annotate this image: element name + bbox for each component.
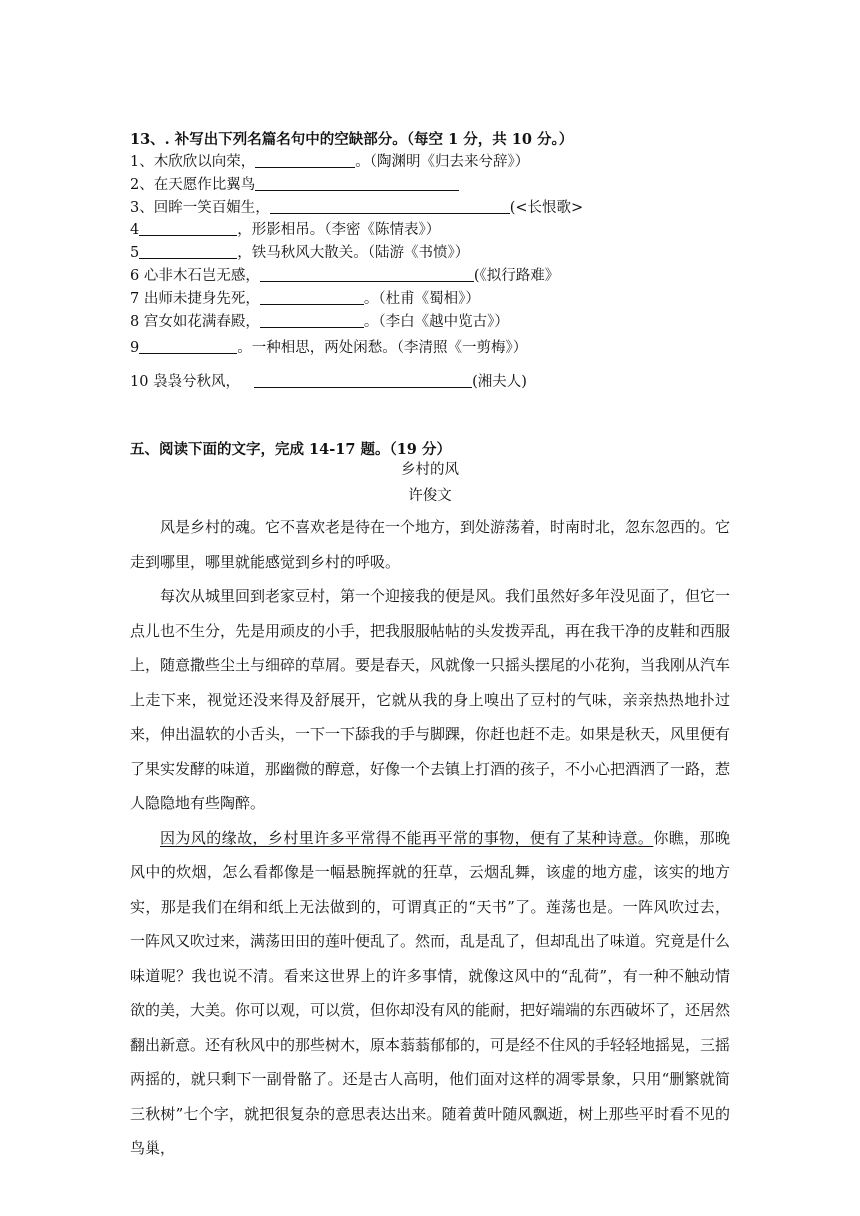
article-body [130,510,730,1166]
answer-blank[interactable] [260,313,364,328]
fill-item-source: (<长恨歌> [509,200,584,216]
fill-item-text: 7 出师未捷身先死， [130,291,260,307]
question-13-title: 13、. 补写出下列名篇名句中的空缺部分。（每空 1 分，共 10 分。） [130,131,574,148]
answer-blank[interactable] [270,199,510,214]
fill-item-source: 。一种相思，两处闲愁。（李清照《一剪梅》） [237,340,528,356]
fill-item-3 [130,199,583,217]
answer-blank[interactable] [254,373,472,388]
fill-item-10 [130,373,527,391]
answer-blank[interactable] [139,221,237,236]
fill-item-text: 5 [130,245,140,261]
fill-item-6 [130,267,559,285]
answer-blank[interactable] [260,290,364,305]
fill-item-source: (湘夫人) [472,374,527,390]
fill-item-8 [130,313,509,331]
fill-item-text: 10 袅袅兮秋风， [130,374,241,390]
fill-item-text: 4 [130,222,140,238]
paragraph-text: 你瞧，那晚风中的炊烟，怎么看都像是一幅悬腕挥就的狂草，云烟乱舞，该虚的地方虚，该实的地方实，那是我们在绢和纸上无法做到的，可谓真正的“天书”了。莲荡也是。一阵风吹过去，一阵风又吹过来，满荡田田的莲叶便乱了。然而，乱是乱了，但却乱出了味道。究竟是什么味道呢？我也说不清。看来这世界上的许多事情，就像这风中的“乱荷”，有一种不触动情欲的美，大美。你可以观，可以赏，但你却没有风的能耐，把好端端的东西破坏了，还居然翻出新意。还有秋风中的那些树木，原本蓊蓊郁郁的，可是经不住风的手轻轻地摇晃，三摇两摇的，就只剩下一副骨骼了。还是古人高明，他们面对这样的凋零景象，只用“删繁就简三秋树”七个字，就把很复杂的意思表达出来。随着黄叶随风飘逝，树上那些平时看不见的鸟巢， [130,828,731,1157]
fill-item-source: 。（李白《越中览古》） [363,314,509,330]
paragraph [130,821,730,1166]
answer-blank[interactable] [139,244,237,259]
fill-item-text: 3、回眸一笑百媚生， [130,200,270,216]
answer-blank[interactable] [255,176,459,191]
answer-blank[interactable] [260,267,474,282]
fill-item-text: 1、木欣欣以向荣， [130,154,256,170]
fill-item-5 [130,244,469,262]
answer-blank[interactable] [255,153,355,168]
article-title: 乡村的风 [401,462,459,478]
fill-item-source: 。（陶渊明《归去来兮辞》） [355,154,530,170]
paragraph: 每次从城里回到老家豆村，第一个迎接我的便是风。我们虽然好多年没见面了，但它一点儿也不生分，先是用顽皮的小手，把我服服帖帖的头发拨弄乱，再在我干净的皮鞋和西服上，随意撒些尘土与细碎的草屑。要是春天，风就像一只摇头摆尾的小花狗，当我刚从汽车上走下来，视觉还没来得及舒展开，它就从我的身上嗅出了豆村的气味，亲亲热热地扑过来，伸出温软的小舌头，一下一下舔我的手与脚踝，你赶也赶不走。如果是秋天，风里便有了果实发酵的味道，那幽微的醇意，好像一个去镇上打酒的孩子，不小心把酒洒了一路，惹人隐隐地有些陶醉。 [130,587,731,812]
fill-item-text: 9 [130,340,140,356]
fill-item-source: 。（杜甫《蜀相》） [363,291,480,307]
fill-item-7 [130,290,480,308]
fill-item-2 [130,176,459,194]
fill-item-9 [130,339,527,357]
fill-item-text: 2、在天愿作比翼鸟 [130,177,256,193]
fill-item-4 [130,221,440,239]
underlined-sentence: 因为风的缘故，乡村里许多平常得不能再平常的事物，便有了某种诗意。 [160,828,654,847]
fill-item-text: 8 宫女如花满春殿， [130,314,260,330]
article-author: 许俊文 [408,488,452,504]
fill-item-1 [130,153,529,171]
fill-item-source: ，铁马秋风大散关。（陆游《书愤》） [237,245,470,261]
fill-item-source: ，形影相吊。（李密《陈情表》） [237,222,441,238]
paragraph: 风是乡村的魂。它不喜欢老是待在一个地方，到处游荡着，时南时北，忽东忽西的。它走到哪里，哪里就能感觉到乡村的呼吸。 [130,518,731,571]
section-5-title: 五、阅读下面的文字，完成 14-17 题。（19 分） [130,441,451,458]
fill-item-source: (《拟行路难》 [473,268,560,284]
answer-blank[interactable] [139,339,237,354]
fill-item-text: 6 心非木石岂无感， [130,268,260,284]
